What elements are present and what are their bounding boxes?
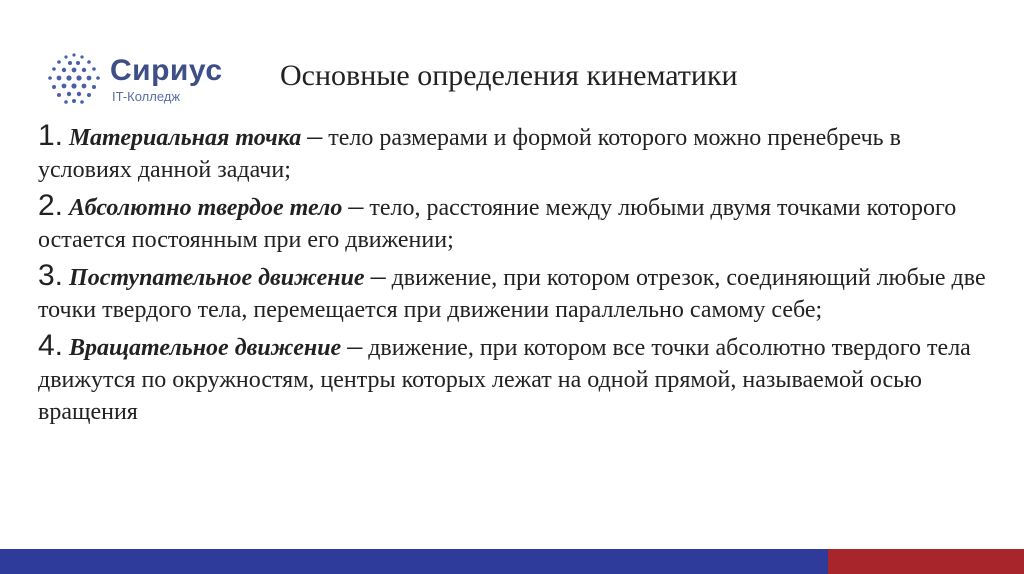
footer-bar-red xyxy=(828,549,1024,574)
definition-number: 4. xyxy=(38,329,64,362)
definition-term: Материальная точка xyxy=(69,125,302,151)
definition-dash: – xyxy=(347,329,363,362)
definition-item xyxy=(38,330,998,428)
definition-item xyxy=(38,260,998,326)
definition-number: 2. xyxy=(38,189,64,222)
definition-item xyxy=(38,120,998,186)
definition-term: Поступательное движение xyxy=(69,265,365,291)
definition-text: тело, расстояние между любыми двумя точками которого остается постоянным при его движении; xyxy=(38,195,957,253)
definition-term: Вращательное движение xyxy=(69,335,342,361)
dot-sphere-icon xyxy=(44,50,104,108)
logo-subtitle: IT-Колледж xyxy=(112,89,181,104)
definition-dash: – xyxy=(307,119,323,152)
definition-item xyxy=(38,190,998,256)
definition-text: движение, при котором все точки абсолютно твердого тела движутся по окружностям, центры которых лежат на одной прямой, называемой осью вращения xyxy=(38,335,971,425)
logo-name: Сириус xyxy=(110,54,223,87)
definition-text: тело размерами и формой которого можно пренебречь в условиях данной задачи; xyxy=(38,125,901,183)
definition-number: 3. xyxy=(38,259,64,292)
definition-term: Абсолютно твердое тело xyxy=(69,195,343,221)
definitions-list xyxy=(38,120,998,428)
college-logo xyxy=(44,50,244,108)
footer-bar-blue xyxy=(0,549,828,574)
slide-title: Основные определения кинематики xyxy=(280,59,738,92)
definition-dash: – xyxy=(370,259,386,292)
definition-text: движение, при котором отрезок, соединяющий любые две точки твердого тела, перемещается при движении параллельно самому себе; xyxy=(38,265,986,323)
definition-number: 1. xyxy=(38,119,64,152)
definition-dash: – xyxy=(348,189,364,222)
